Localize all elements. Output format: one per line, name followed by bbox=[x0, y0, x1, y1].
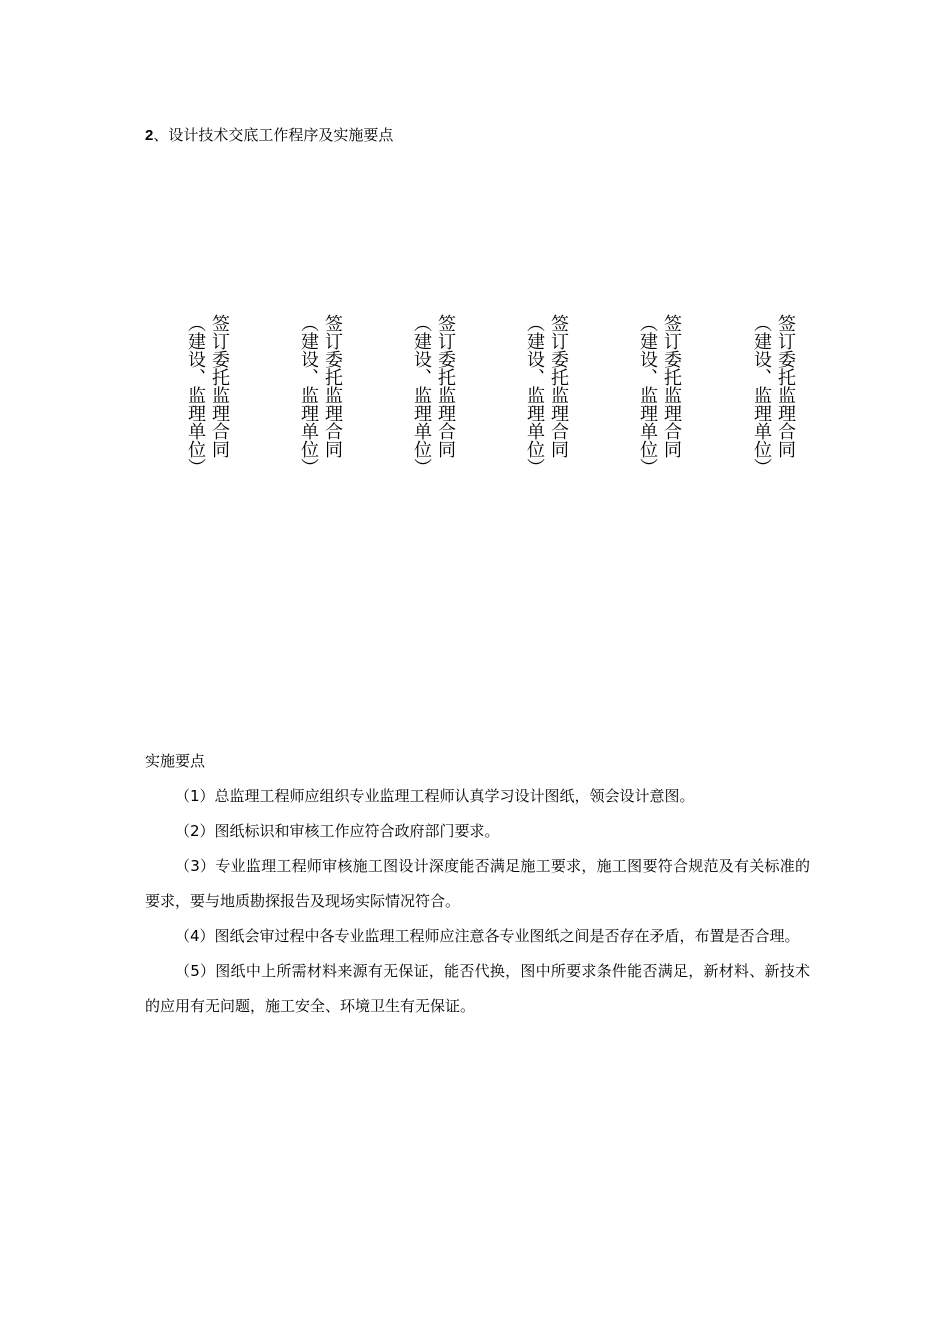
flow-box-parties: （建设、监理单位） bbox=[185, 314, 206, 476]
flow-box-title: 签订委托监理合同 bbox=[548, 314, 569, 458]
flow-box-parties: （建设、监理单位） bbox=[411, 314, 432, 476]
flow-box bbox=[293, 314, 353, 514]
flow-box bbox=[519, 314, 579, 514]
flow-box bbox=[180, 314, 240, 514]
flow-box-title: 签订委托监理合同 bbox=[661, 314, 682, 458]
point-item-4: （4）图纸会审过程中各专业监理工程师应注意各专业图纸之间是否存在矛盾，布置是否合理。 bbox=[175, 927, 800, 945]
flow-box bbox=[406, 314, 466, 514]
section-number: 2 bbox=[145, 127, 154, 144]
flow-box-parties: （建设、监理单位） bbox=[637, 314, 658, 476]
flow-box bbox=[632, 314, 692, 514]
flow-box-title: 签订委托监理合同 bbox=[209, 314, 230, 458]
point-item-3: （3）专业监理工程师审核施工图设计深度能否满足施工要求，施工图要符合规范及有关标准的要求，要与地质勘探报告及现场实际情况符合。 bbox=[145, 857, 810, 910]
section-title: 、设计技术交底工作程序及实施要点 bbox=[153, 126, 394, 144]
flow-box-parties: （建设、监理单位） bbox=[298, 314, 319, 476]
point-item-5: （5）图纸中上所需材料来源有无保证，能否代换，图中所要求条件能否满足，新材料、新技术的应用有无问题，施工安全、环境卫生有无保证。 bbox=[145, 962, 810, 1015]
flow-box-title: 签订委托监理合同 bbox=[435, 314, 456, 458]
flow-box-title: 签订委托监理合同 bbox=[322, 314, 343, 458]
point-item-2: （2）图纸标识和审核工作应符合政府部门要求。 bbox=[175, 822, 500, 840]
flow-box-parties: （建设、监理单位） bbox=[751, 314, 772, 476]
point-item-1: （1）总监理工程师应组织专业监理工程师认真学习设计图纸，领会设计意图。 bbox=[175, 787, 695, 805]
flow-box-parties: （建设、监理单位） bbox=[524, 314, 545, 476]
flow-box-title: 签订委托监理合同 bbox=[775, 314, 796, 458]
points-title: 实施要点 bbox=[145, 752, 206, 770]
flow-box bbox=[746, 314, 806, 514]
implementation-points bbox=[145, 744, 810, 1024]
